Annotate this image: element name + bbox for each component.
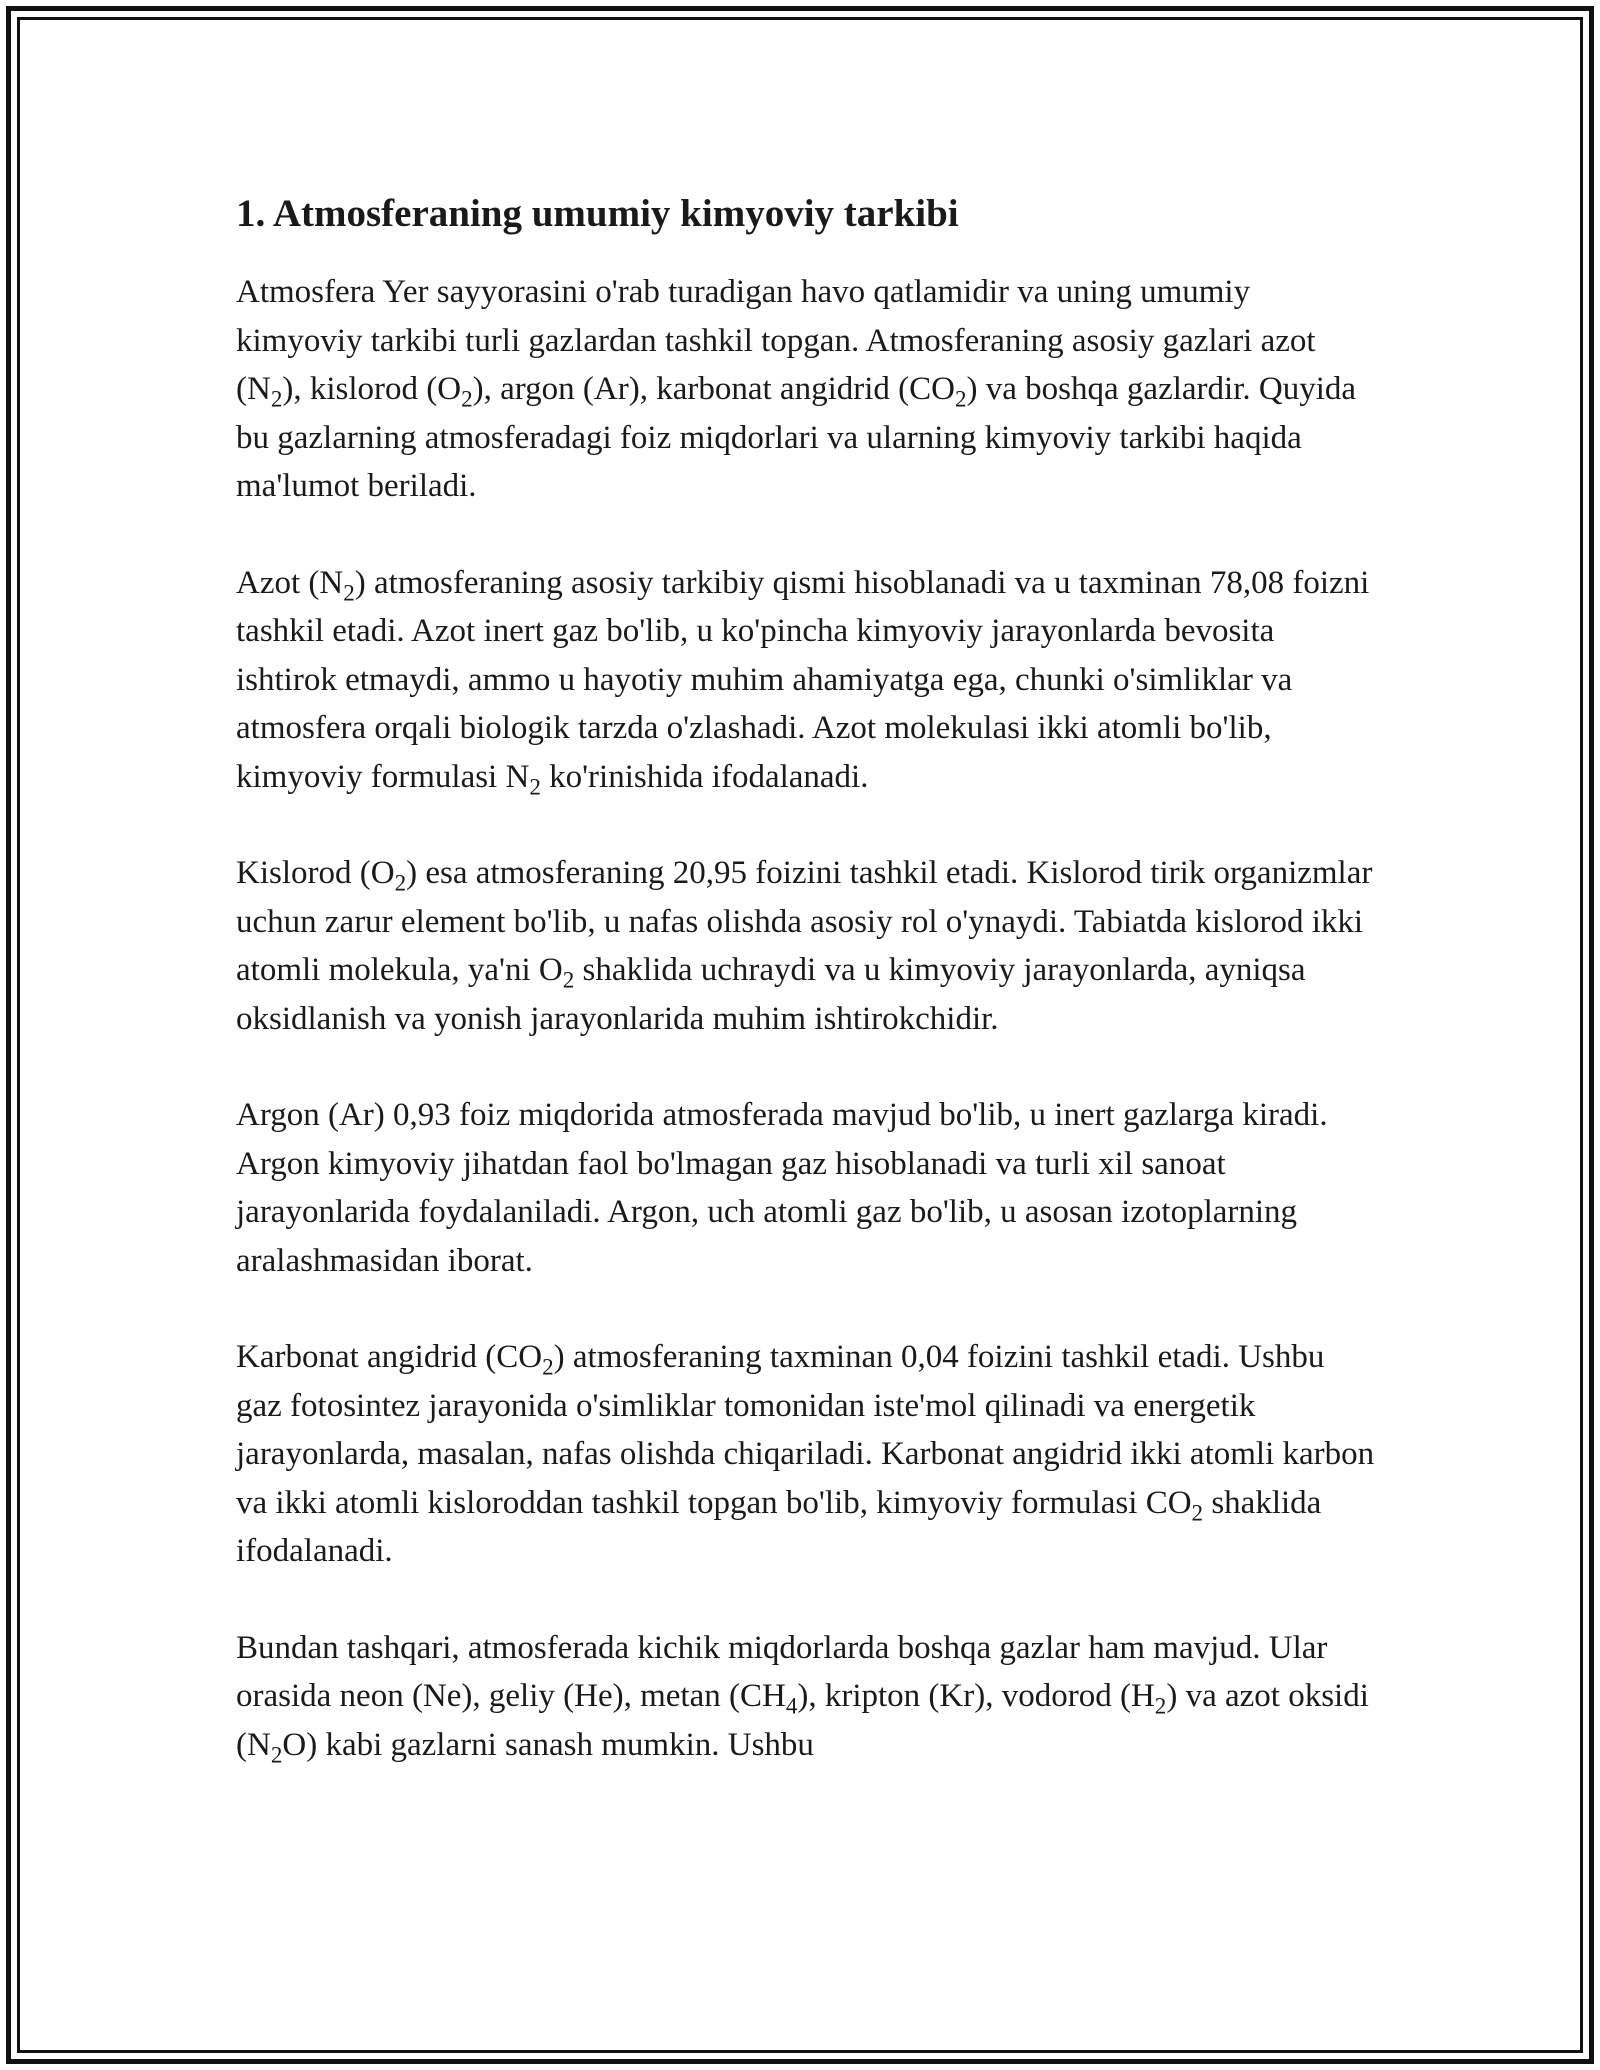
- paragraph-text: ), kripton (Kr), vodorod (H: [797, 1678, 1155, 1714]
- paragraph-text: ko'rinishida ifodalanadi.: [540, 758, 869, 795]
- formula-subscript: 4: [785, 1692, 798, 1719]
- formula-subscript: 2: [270, 385, 283, 412]
- body-paragraph: [236, 268, 1376, 511]
- paragraph-list: [236, 268, 1376, 1769]
- section-heading: 1. Atmosferaning umumiy kimyoviy tarkibi: [236, 192, 959, 235]
- formula-subscript: 2: [270, 1740, 283, 1767]
- paragraph-text: Atmosfera Yer sayyorasini o'rab turadigan havo qatlamidir va uning umumiy kimyoviy tarkibi turli gazlardan tashkil topgan. Atmosferaning asosiy gazlari azot (N: [236, 274, 1316, 407]
- paragraph-text: ) esa atmosferaning 20,95 foizini tashkil etadi. Kislorod tirik organizmlar uchun zarur element bo'lib, u nafas olishda asosiy rol o'ynaydi. Tabiatda kislorod ikki atomli molekula, ya'ni O: [236, 855, 1373, 988]
- formula-subscript: 2: [542, 1353, 554, 1380]
- paragraph-text: Kislorod (O: [236, 855, 395, 891]
- paragraph-text: ), kislorod (O: [282, 371, 462, 407]
- paragraph-text: shaklida uchraydi va u kimyoviy jarayonlarda, ayniqsa oksidlanish va yonish jarayonlarida muhim ishtirokchidir.: [236, 952, 1306, 1037]
- paragraph-text: Azot (N: [236, 564, 344, 601]
- formula-subscript: 2: [955, 385, 967, 412]
- body-paragraph: [236, 1333, 1376, 1576]
- formula-subscript: 2: [562, 966, 575, 993]
- paragraph-text: ) atmosferaning asosiy tarkibiy qismi hisoblanadi va u taxminan 78,08 foizni tashkil etadi. Azot inert gaz bo'lib, u ko'pincha kimyoviy jarayonlarda bevosita ishtirok etmaydi, ammo u hayotiy muhim ahamiyatga ega, chunki o'simliklar va atmosfera orqali biologik tarzda o'zlashadi. Azot molekulasi ikki atomli bo'lib, kimyoviy formulasi N: [236, 564, 1370, 795]
- paragraph-text: O) kabi gazlarni sanash mumkin. Ushbu: [282, 1726, 814, 1763]
- formula-subscript: 2: [394, 869, 407, 896]
- paragraph-text: ) va azot oksidi (N: [236, 1678, 1369, 1763]
- formula-subscript: 2: [461, 385, 473, 412]
- body-paragraph: [236, 559, 1376, 802]
- paragraph-text: ) va boshqa gazlardir. Quyida bu gazlarning atmosferadagi foiz miqdorlari va ularning kimyoviy tarkibi haqida ma'lumot beriladi.: [236, 371, 1357, 504]
- body-paragraph: [236, 1624, 1376, 1770]
- formula-subscript: 2: [529, 772, 541, 799]
- formula-subscript: 2: [1191, 1498, 1204, 1525]
- formula-subscript: 2: [1154, 1692, 1167, 1719]
- body-paragraph: [236, 1091, 1376, 1285]
- document-body: [236, 188, 1376, 1769]
- paragraph-text: shaklida ifodalanadi.: [236, 1484, 1322, 1569]
- paragraph-text: ), argon (Ar), karbonat angidrid (CO: [472, 371, 955, 407]
- body-paragraph: [236, 849, 1376, 1043]
- paragraph-text: ) atmosferaning taxminan 0,04 foizini tashkil etadi. Ushbu gaz fotosintez jarayonida o'simliklar tomonidan iste'mol qilinadi va energetik jarayonlarda, masalan, nafas olishda chiqariladi. Karbonat angidrid ikki atomli karbon va ikki atomli kisloroddan tashkil topgan bo'lib, kimyoviy formulasi CO: [236, 1339, 1375, 1521]
- paragraph-text: Argon (Ar) 0,93 foiz miqdorida atmosferada mavjud bo'lib, u inert gazlarga kiradi. Argon kimyoviy jihatdan faol bo'lmagan gaz hisoblanadi va turli xil sanoat jarayonlarida foydalaniladi. Argon, uch atomli gaz bo'lib, u asosan izotoplarning aralashmasidan iborat.: [236, 1097, 1328, 1279]
- paragraph-text: Karbonat angidrid (CO: [236, 1339, 543, 1375]
- formula-subscript: 2: [343, 578, 355, 605]
- paragraph-text: Bundan tashqari, atmosferada kichik miqdorlarda boshqa gazlar ham mavjud. Ular orasida neon (Ne), geliy (He), metan (CH: [236, 1629, 1328, 1714]
